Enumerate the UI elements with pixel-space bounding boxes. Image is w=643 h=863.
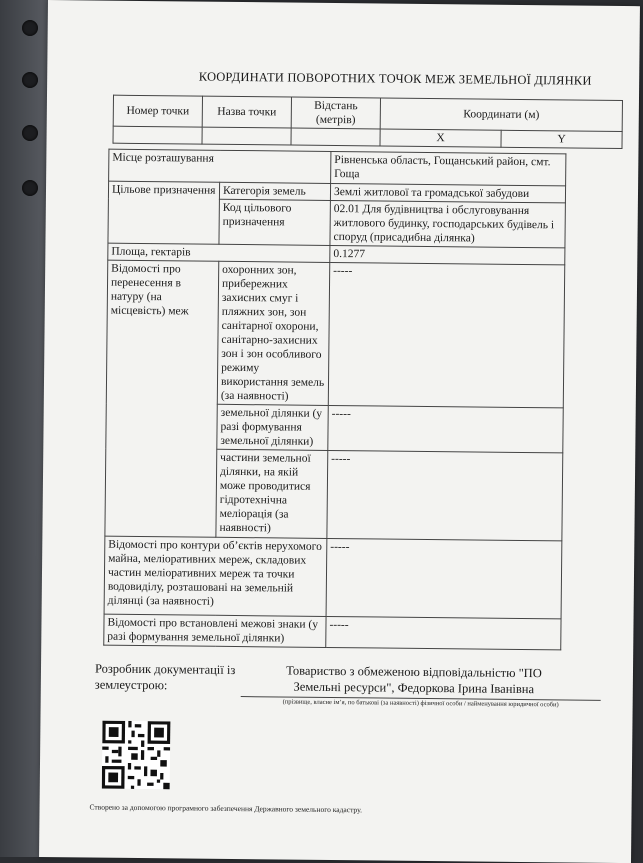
area-label: Площа, гектарів [108,243,330,262]
land-info-table [103,149,566,651]
developer-value: Товариство з обмеженою відповідальністю "ПО Земельні ресурси", Федоркова Ірина Іванівна [286,663,542,697]
developer-hint: (прізвище, власне ім’я, по батькові (за наявності) фізичної особи / найменування юридичної особи) [241,696,601,709]
punch-hole [22,180,38,196]
cell-empty [113,126,202,144]
page-title: КООРДИНАТИ ПОВОРОТНИХ ТОЧОК МЕЖ ЗЕМЕЛЬНОЇ ДІЛЯНКИ [198,69,592,88]
document-page [39,0,640,863]
objects-value: ----- [326,538,562,618]
land-category-label: Категорія земель [219,182,330,200]
col-y: Y [501,130,622,148]
purpose-code-label: Код цільового призначення [219,199,330,245]
cell-empty [202,127,291,145]
punch-hole [22,72,38,88]
zones-label: охоронних зон, прибережних захисних смуг і пляжних зон, зон санітарної охорони, санітарно-захисних зон і зон особливого режиму використання земель (за наявності) [217,261,329,405]
col-coordinates: Координати (м) [380,98,622,132]
boundaries-label: Відомості про перенесення в натуру (на місцевість) меж [105,260,219,537]
plot-value: ----- [328,405,563,452]
part-label: частини земельної ділянки, на якій може проводитися гідротехнічна меліорація (за наявності) [216,449,328,538]
col-x: X [380,129,501,147]
location-value: Рівненська область, Гощанський район, смт. Гоща [331,151,566,185]
col-point-name: Назва точки [202,96,291,128]
location-label: Місце розташування [109,149,331,183]
purpose-label: Цільове призначення [108,181,220,244]
plot-label: земельної ділянки (у разі формування земельної ділянки) [217,404,328,450]
qr-code [102,721,171,790]
coordinates-table [112,95,622,149]
developer-label: Розробник документації із землеустрою: [94,661,236,693]
footer-note: Створено за допомогою програмного забезпечення Державного земельного кадастру. [89,802,363,815]
zones-value: ----- [328,262,564,407]
signs-label: Відомості про встановлені межові знаки (у разі формування земельної ділянки) [104,614,326,647]
objects-label: Відомості про контури об’єктів нерухомого майна, меліоративних мереж, складових частин меліоративних мереж та точки водовиділу, розташовані на земельній ділянці (за наявності) [104,536,327,616]
cell-empty [291,128,380,146]
punch-hole [22,125,38,141]
punch-hole [22,20,38,36]
signs-value: ----- [326,616,561,649]
part-value: ----- [327,450,563,540]
land-category-value: Землі житлової та громадської забудови [330,183,565,202]
purpose-code-value: 02.01 Для будівництва і обслуговування житлового будинку, господарських будівель і споруд (присадибна ділянка) [330,200,565,247]
col-point-no: Номер точки [113,95,202,127]
area-value: 0.1277 [330,245,565,264]
col-distance: Відстань (метрів) [291,97,380,129]
